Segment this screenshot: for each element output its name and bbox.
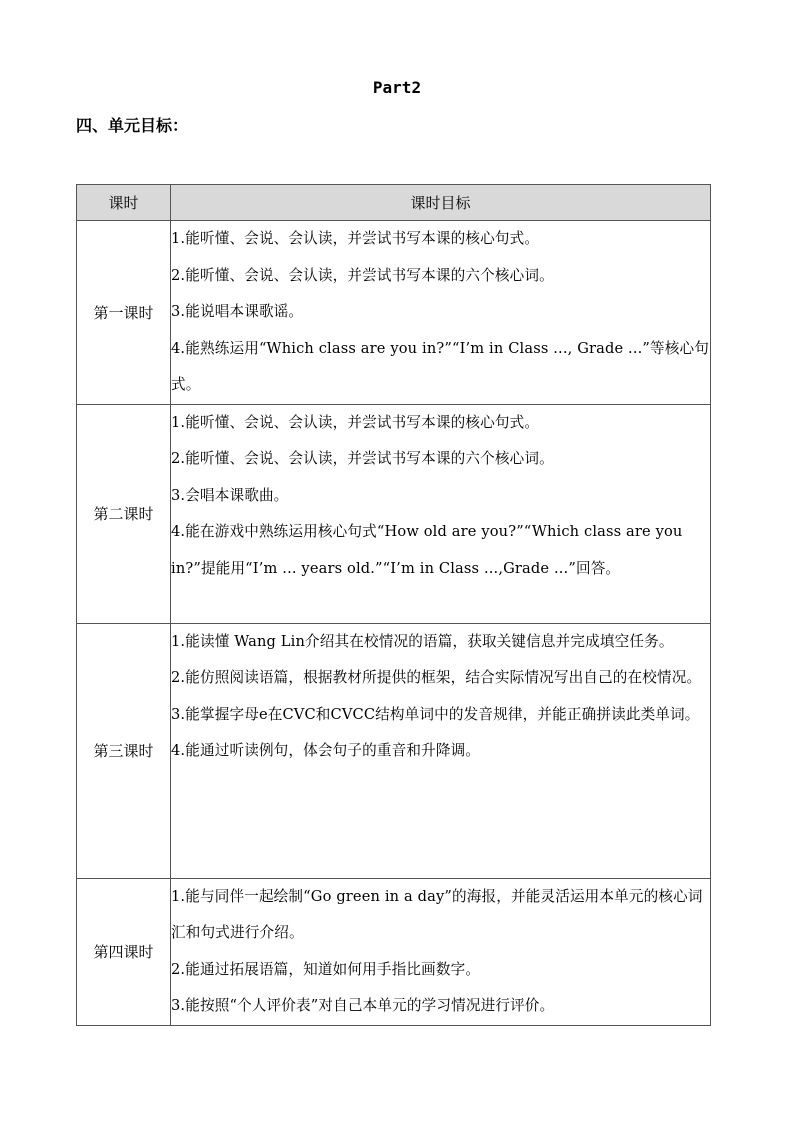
lesson-cell: 第一课时 [77,221,171,405]
objective-item: 2.能通过拓展语篇，知道如何用手指比画数字。 [171,960,481,978]
part-title: Part2 [372,78,422,97]
objective-item: 4.能熟练运用“Which class are you in?”“I’m in Class ..., Grade ...”等核心句式。 [171,339,710,393]
objective-item: 2.能听懂、会说、会认读，并尝试书写本课的六个核心词。 [171,450,554,467]
objective-item: 1.能听懂、会说、会认读，并尝试书写本课的核心句式。 [171,230,540,247]
objective-item: 3.能说唱本课歌谣。 [171,303,304,320]
lesson-cell: 第三课时 [77,623,171,878]
lesson-cell: 第二课时 [77,404,171,623]
objective-item: 2.能听懂、会说、会认读，并尝试书写本课的六个核心词。 [171,266,554,284]
unit-goals-table [76,184,711,1026]
objectives-cell [171,623,711,878]
table-row [77,878,711,1025]
objectives-cell [171,878,711,1025]
table-row [77,404,711,623]
table-row [77,221,711,405]
objectives-cell [171,404,711,623]
table-header-row [77,185,711,221]
section-heading: 四、单元目标： [76,116,189,135]
header-objectives: 课时目标 [171,185,711,221]
objective-item: 3.会唱本课歌曲。 [171,486,289,504]
objective-item: 1.能听懂、会说、会认读，并尝试书写本课的核心句式。 [171,413,540,431]
objective-item: 1.能与同伴一起绘制“Go green in a day”的海报，并能灵活运用本单元的核心词汇和句式进行介绍。 [171,887,703,941]
lesson-cell: 第四课时 [77,878,171,1025]
objective-item: 1.能读懂 Wang Lin介绍其在校情况的语篇，获取关键信息并完成填空任务。 [171,632,674,650]
objective-item: 3.能掌握字母e在CVC和CVCC结构单词中的发音规律，并能正确拼读此类单词。 [171,705,700,723]
objective-item: 2.能仿照阅读语篇，根据教材所提供的框架，结合实际情况写出自己的在校情况。 [171,669,702,686]
objective-item: 4.能在游戏中熟练运用核心句式“How old are you?”“Which class are you in?”提能用“I’m ... years old.”“I’m in Class ...,Grade ...”回答。 [171,523,683,577]
objective-item: 3.能按照“个人评价表”对自己本单元的学习情况进行评价。 [171,997,555,1014]
header-lesson: 课时 [77,185,171,221]
table-row [77,623,711,878]
objectives-cell [171,221,711,405]
objective-item: 4.能通过听读例句，体会句子的重音和升降调。 [171,742,481,759]
